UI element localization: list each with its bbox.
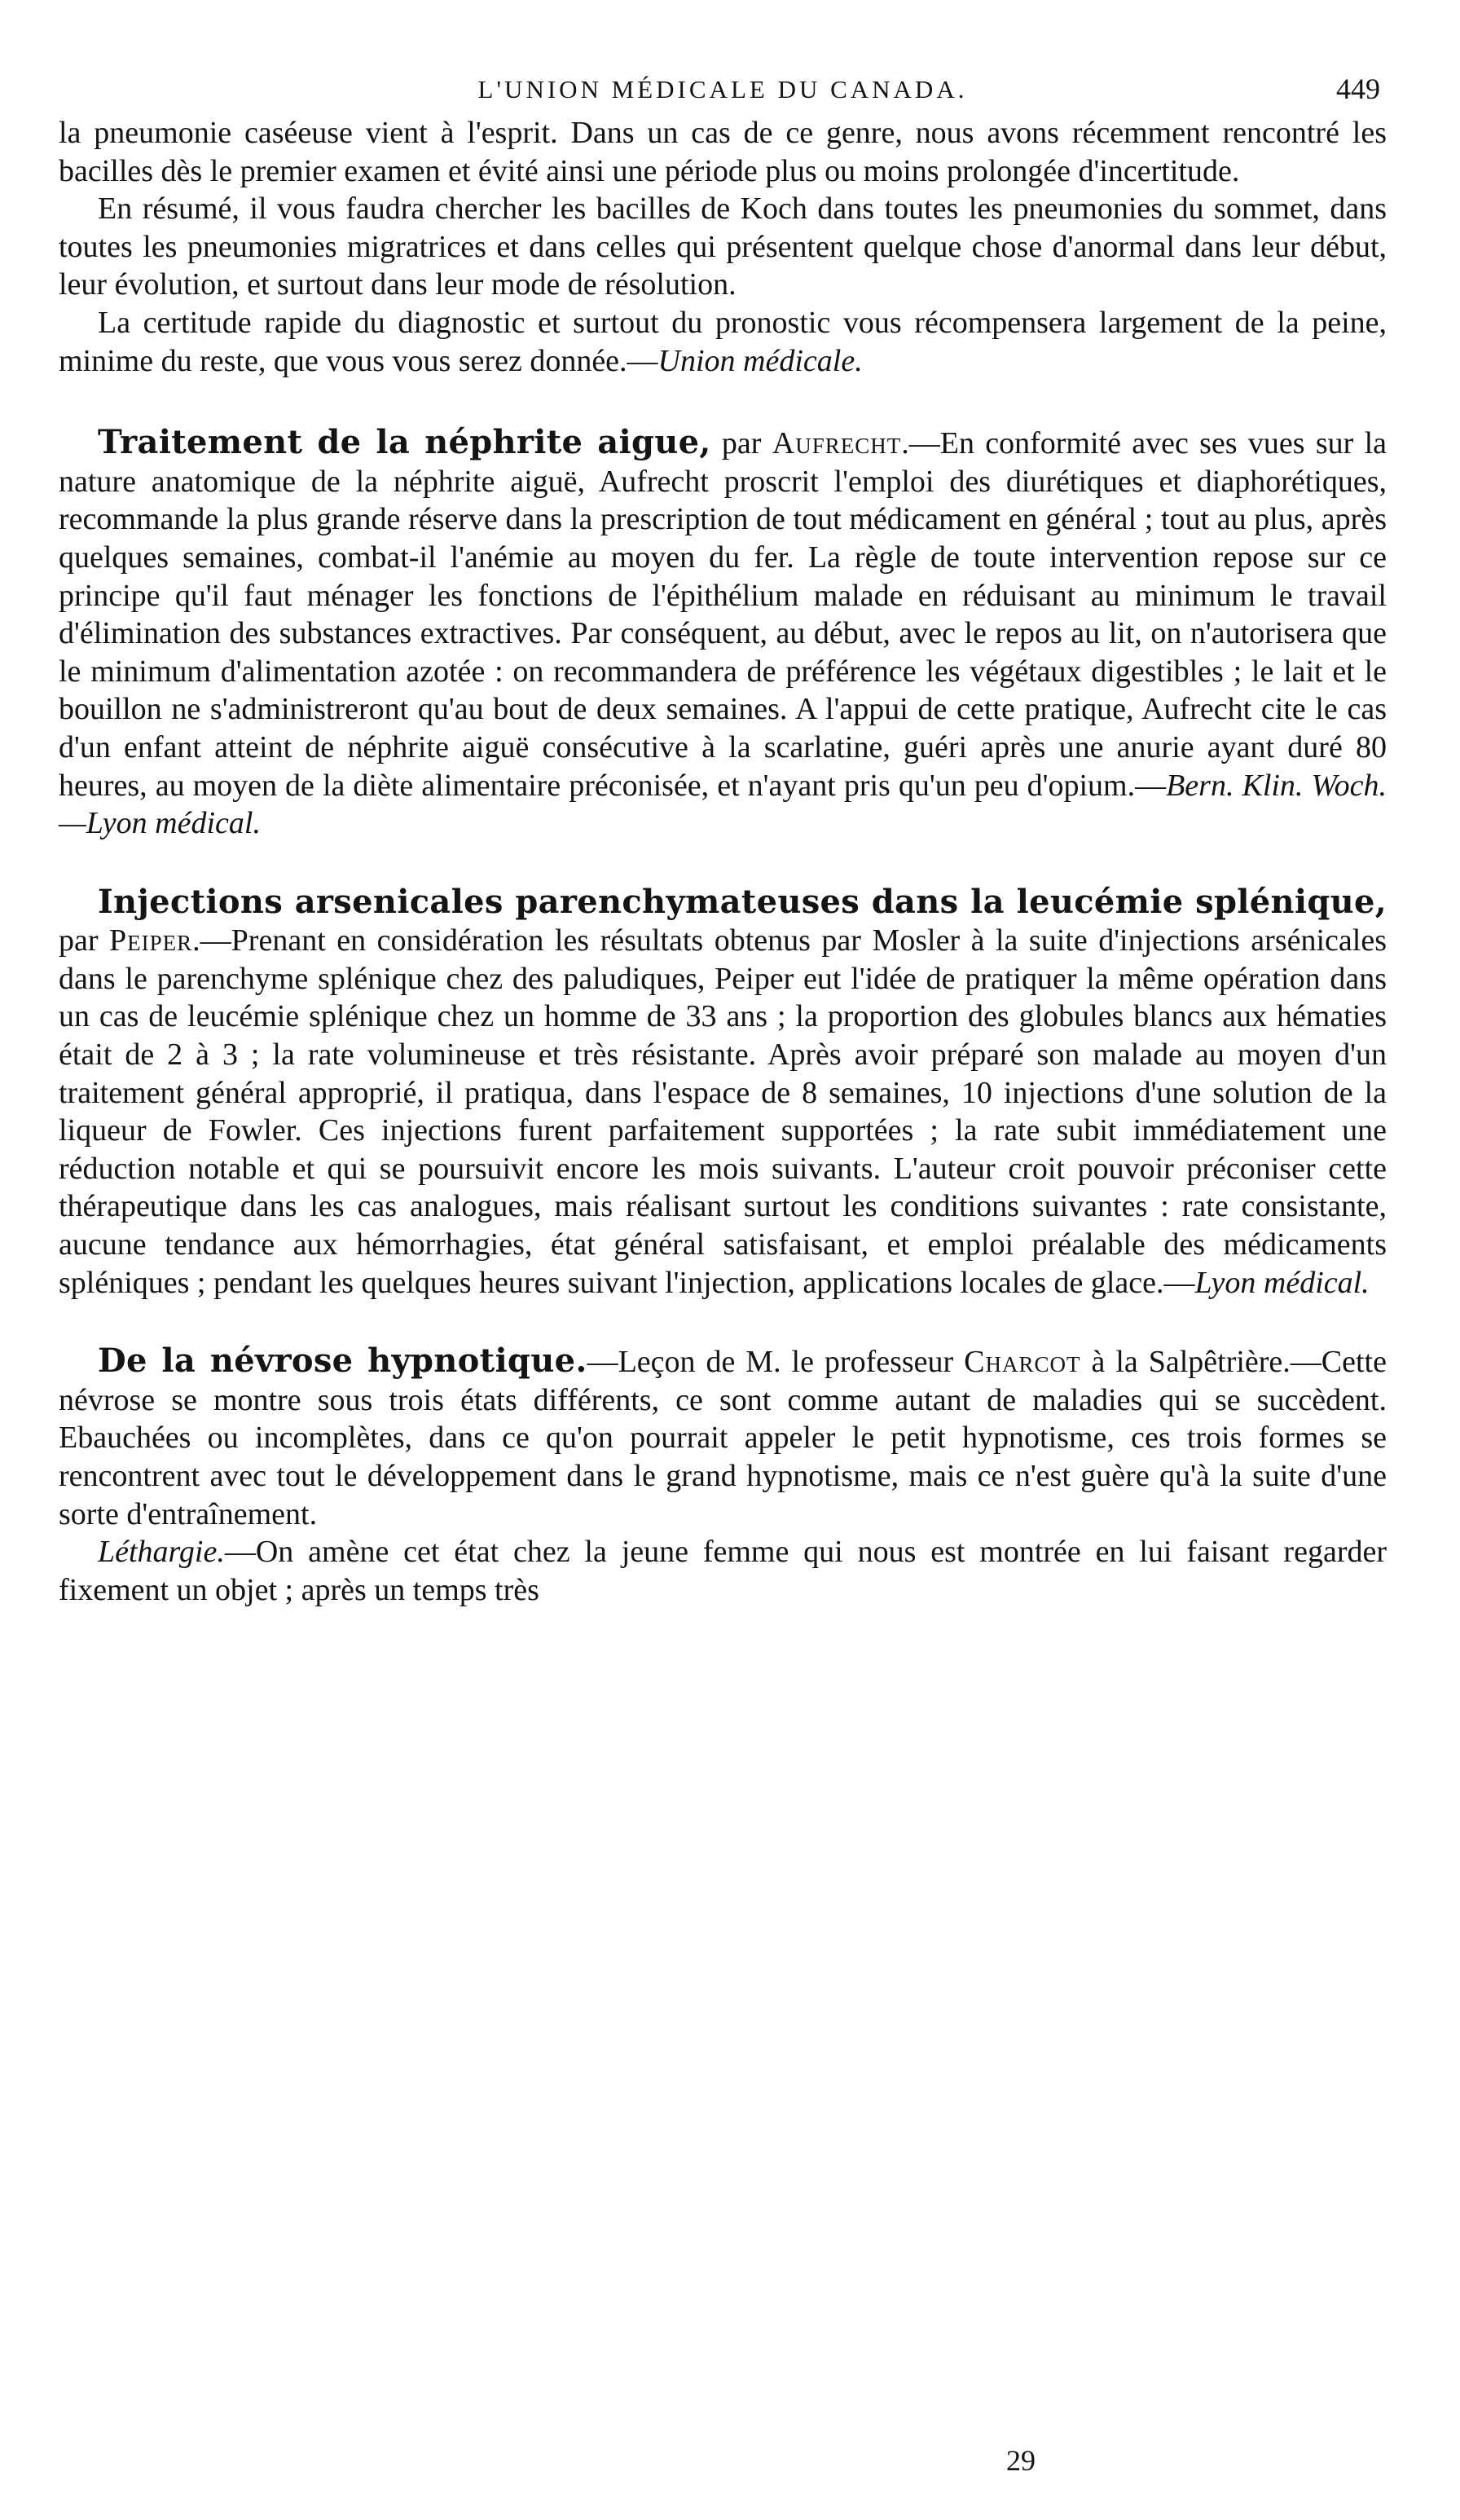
section-injections-heading: Injections arsenicales parenchymateuses dans la leucémie splénique, bbox=[98, 882, 1387, 921]
section-nephrite-by: par bbox=[710, 426, 772, 461]
section-nevrose-body-b: à la Salpêtrière.—Cette névrose se montre sous trois états différents, ce sont comme autant de maladies qui se succèdent. Ebauchées ou incomplètes, dans ce qu'on pourrait appeler le petit hypnotisme, ces trois formes se rencontrent avec tout le développement dans le grand hypnotisme, mais ce n'est guère qu'à la suite d'une sorte d'entraînement. bbox=[59, 1345, 1387, 1531]
lethargie-body: —On amène cet état chez la jeune femme qui nous est montrée en lui faisant regarder fixement un objet ; après un temps très bbox=[59, 1535, 1387, 1607]
section-nevrose-paragraph-2 bbox=[59, 1533, 1387, 1609]
page-content bbox=[59, 57, 1387, 1609]
signature-mark: 29 bbox=[1006, 2444, 1036, 2477]
section-nevrose-body-a: —Leçon de M. le professeur bbox=[587, 1345, 965, 1380]
section-nevrose-author: Charcot bbox=[964, 1345, 1081, 1380]
section-nephrite bbox=[59, 424, 1387, 843]
journal-title: L'UNION MÉDICALE DU CANADA. bbox=[477, 75, 968, 104]
intro-paragraph-1 bbox=[59, 114, 1387, 190]
section-nevrose-heading: De la névrose hypnotique. bbox=[98, 1342, 587, 1381]
section-nephrite-body: .—En conformité avec ses vues sur la nature anatomique de la néphrite aiguë, Aufrecht proscrit l'emploi des diurétiques et diaphorétiques, recommande la plus grande réserve dans la prescription de tout médicament en général ; tout au plus, après quelques semaines, combat-il l'anémie au moyen du fer. La règle de toute intervention repose sur ce principe qu'il faut ménager les fonctions de l'épithélium malade en réduisant au minimum le travail d'élimination des substances extractives. Par conséquent, au début, avec le repos au lit, on n'autorisera que le minimum d'alimentation azotée : on recommandera de préférence les végétaux digestibles ; le lait et le bouillon ne s'administreront qu'au bout de deux semaines. A l'appui de cette pratique, Aufrecht cite le cas d'un enfant atteint de néphrite aiguë consécutive à la scarlatine, guéri après une anurie ayant duré 80 heures, au moyen de la diète alimentaire préconisée, et n'ayant pris qu'un peu d'opium.— bbox=[59, 426, 1387, 803]
intro-paragraph-3-text: La certitude rapide du diagnostic et surtout du pronostic vous récompensera largement de la peine, minime du reste, que vous vous serez donnée.— bbox=[59, 305, 1387, 378]
intro-paragraph-2-text: En résumé, il vous faudra chercher les bacilles de Koch dans toutes les pneumonies du sommet, dans toutes les pneumonies migratrices et dans celles qui présentent quelque chose d'anormal dans leur début, leur évolution, et surtout dans leur mode de résolution. bbox=[59, 192, 1387, 302]
section-nephrite-source: Bern. Klin. Woch.—Lyon médical. bbox=[59, 768, 1387, 841]
lethargie-term: Léthargie. bbox=[98, 1535, 225, 1570]
running-head bbox=[59, 57, 1387, 114]
intro-paragraph-2 bbox=[59, 190, 1387, 304]
section-nevrose bbox=[59, 1342, 1387, 1533]
section-injections-source: Lyon médical. bbox=[1194, 1265, 1370, 1300]
section-injections-author: Peiper bbox=[109, 923, 193, 958]
page-number: 449 bbox=[1336, 73, 1380, 105]
section-injections bbox=[59, 883, 1387, 1302]
intro-source: Union médicale. bbox=[657, 343, 863, 378]
section-injections-body: .—Prenant en considération les résultats obtenus par Mosler à la suite d'injections arsénicales dans le parenchyme splénique chez des paludiques, Peiper eut l'idée de pratiquer la même opération dans un cas de leucémie splénique chez un homme de 33 ans ; la proportion des globules blancs aux hématies était de 2 à 3 ; la rate volumineuse et très résistante. Après avoir préparé son malade au moyen d'un traitement général approprié, il pratiqua, dans l'espace de 8 semaines, 10 injections d'une solution de la liqueur de Fowler. Ces injections furent parfaitement supportées ; la rate subit immédiatement une réduction notable et qui se poursuivit encore les mois suivants. L'auteur croit pouvoir préconiser cette thérapeutique dans les cas analogues, mais réalisant surtout les conditions suivantes : rate consistante, aucune tendance aux hémorrhagies, état général satisfaisant, et emploi préalable des médicaments spléniques ; pendant les quelques heures suivant l'injection, applications locales de glace.— bbox=[59, 923, 1387, 1300]
intro-paragraph-3 bbox=[59, 304, 1387, 380]
section-injections-by: par bbox=[59, 923, 110, 958]
section-nephrite-author: Aufrecht bbox=[772, 426, 902, 461]
section-nephrite-heading: Traitement de la néphrite aigue, bbox=[98, 423, 711, 462]
intro-paragraph-1-text: la pneumonie caséeuse vient à l'esprit. Dans un cas de ce genre, nous avons récemment rencontré les bacilles dès le premier examen et évité ainsi une période plus ou moins prolongée d'incertitude. bbox=[59, 116, 1387, 188]
